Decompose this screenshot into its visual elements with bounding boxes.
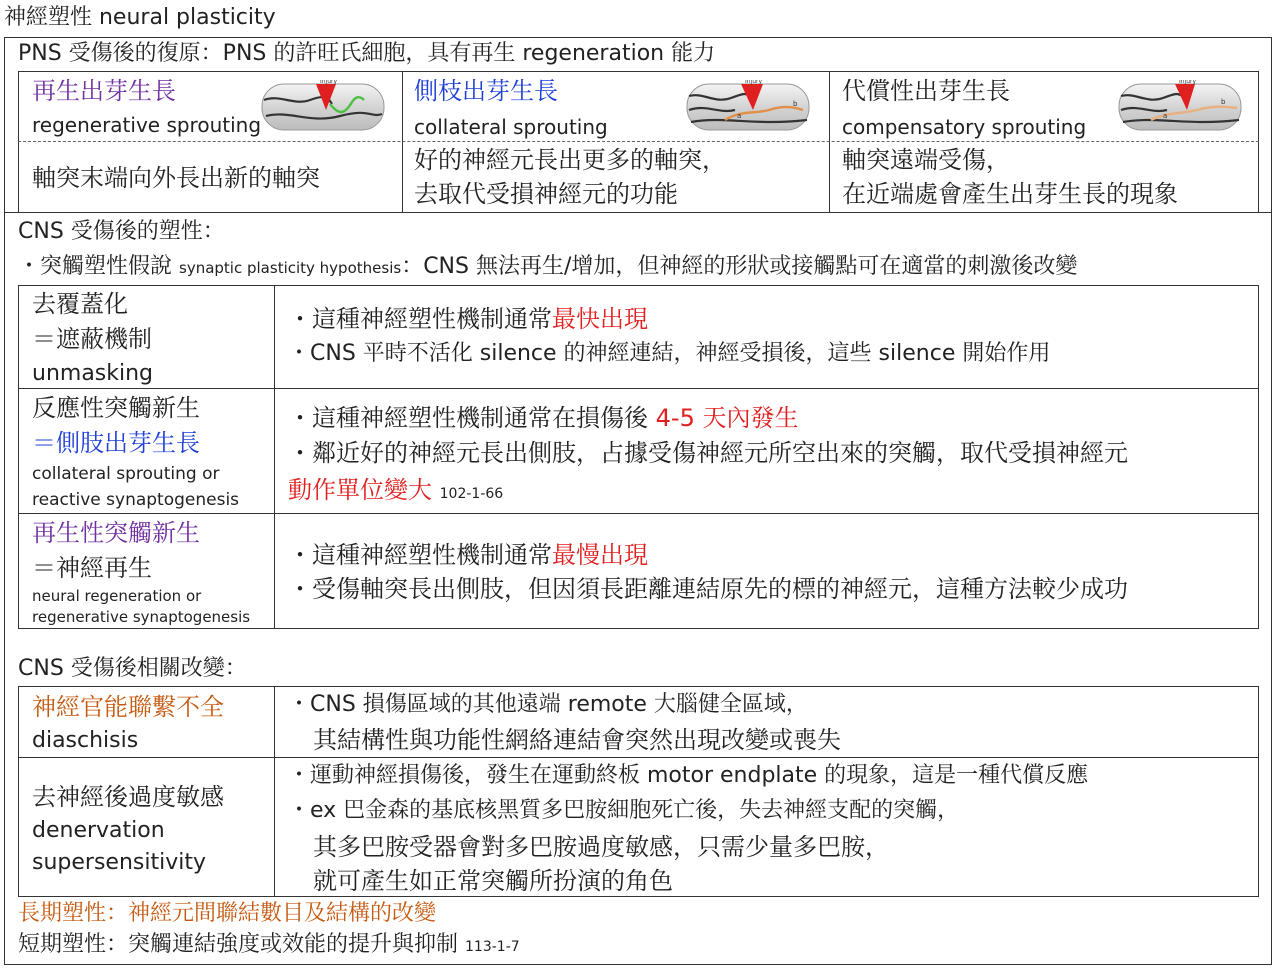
- section-divider: [4, 212, 1272, 213]
- reactive-synaptogenesis-alias: ＝側肢出芽生長: [32, 429, 200, 457]
- cns-row-divider: [18, 388, 1259, 389]
- hypothesis-desc: ：CNS 無法再生/增加，但神經的形狀或接觸點可在適當的刺激後改變: [401, 254, 1078, 279]
- highlight-slowest: 最慢出現: [552, 541, 648, 569]
- diaschisis-zh: 神經官能聯繫不全: [32, 693, 224, 721]
- label-a: a: [737, 112, 742, 120]
- cns-heading: CNS 受傷後的塑性：: [18, 219, 225, 244]
- regenerative-sprouting-en: regenerative sprouting: [32, 113, 262, 137]
- unmasking-alias: ＝遮蔽機制: [32, 325, 152, 353]
- denervation-line-2: ・ex 巴金森的基底核黑質多巴胺細胞死亡後，失去神經支配的突觸，: [288, 798, 960, 823]
- reactive-synaptogenesis-en-1: collateral sprouting or: [32, 464, 220, 484]
- collateral-sprouting-desc: 去取代受損神經元的功能: [414, 180, 678, 208]
- collateral-sprouting-diagram: [685, 80, 813, 132]
- reactive-bullet-3: [288, 475, 503, 509]
- regenerative-synaptogenesis-alias: ＝神經再生: [32, 554, 152, 582]
- cns-col-divider: [274, 285, 275, 629]
- regenerative-synaptogenesis-en-2: regenerative synaptogenesis: [32, 608, 251, 626]
- denervation-line-4: 就可產生如正常突觸所扮演的角色: [313, 867, 673, 895]
- denervation-line-1: ・運動神經損傷後，發生在運動終板 motor endplate 的現象，這是一種代償反應: [288, 763, 1089, 788]
- diaschisis-line-2: 其結構性與功能性網絡連結會突然出現改變或喪失: [313, 726, 841, 754]
- unmasking-bullet-1: ・這種神經塑性機制通常最快出現: [288, 305, 648, 333]
- compensatory-sprouting-diagram: [1117, 80, 1245, 132]
- synaptic-plasticity-hypothesis: [18, 253, 1077, 282]
- collateral-sprouting-en: collateral sprouting: [414, 115, 608, 139]
- regenerative-bullet-1: ・這種神經塑性機制通常最慢出現: [288, 541, 648, 569]
- denervation-zh: 去神經後過度敏感: [32, 783, 224, 811]
- long-term-plasticity: 長期塑性：神經元間聯結數目及結構的改變: [18, 901, 437, 926]
- denervation-en-1: denervation: [32, 818, 165, 843]
- injury-label: Injury: [1179, 80, 1197, 85]
- reactive-synaptogenesis-zh: 反應性突觸新生: [32, 394, 200, 422]
- compensatory-sprouting-desc: 軸突遠端受傷，: [842, 146, 1010, 174]
- denervation-en-2: supersensitivity: [32, 850, 206, 875]
- hypothesis-label: ・突觸塑性假說: [18, 254, 173, 279]
- regenerative-synaptogenesis-zh: 再生性突觸新生: [32, 519, 200, 547]
- compensatory-sprouting-zh: 代償性出芽生長: [842, 77, 1010, 105]
- unmasking-bullet-2: ・CNS 平時不活化 silence 的神經連結，神經受損後，這些 silence 開始作用: [288, 341, 1051, 366]
- pns-row-divider: [18, 141, 1259, 142]
- regenerative-sprouting-zh: 再生出芽生長: [32, 77, 176, 105]
- highlight-4-5-days: 4-5 天內發生: [655, 404, 799, 432]
- collateral-sprouting-desc: 好的神經元長出更多的軸突，: [414, 146, 726, 174]
- diaschisis-en: diaschisis: [32, 728, 139, 753]
- injury-label: Injury: [320, 80, 338, 85]
- exam-ref: 102-1-66: [439, 486, 504, 502]
- unmasking-en: unmasking: [32, 361, 154, 386]
- page-title: 神經塑性 neural plasticity: [4, 5, 276, 30]
- compensatory-sprouting-en: compensatory sprouting: [842, 115, 1087, 139]
- compensatory-sprouting-desc: 在近端處會產生出芽生長的現象: [842, 180, 1178, 208]
- changes-col-divider: [274, 686, 275, 897]
- diaschisis-line-1: ・CNS 損傷區域的其他遠端 remote 大腦健全區域，: [288, 692, 808, 717]
- injury-label: Injury: [745, 80, 763, 85]
- highlight-fastest: 最快出現: [552, 305, 648, 333]
- collateral-sprouting-zh: 側枝出芽生長: [414, 77, 558, 105]
- pns-heading: PNS 受傷後的復原：PNS 的許旺氏細胞，具有再生 regeneration 能力: [18, 41, 716, 66]
- short-term-plasticity: 短期塑性：突觸連結強度或效能的提升與抑制 113-1-7: [18, 932, 520, 957]
- denervation-line-3: 其多巴胺受器會對多巴胺過度敏感，只需少量多巴胺，: [313, 833, 889, 861]
- reactive-bullet-1: ・這種神經塑性機制通常在損傷後 4-5 天內發生: [288, 404, 799, 432]
- reactive-synaptogenesis-en-2: reactive synaptogenesis: [32, 490, 240, 510]
- regenerative-synaptogenesis-en-1: neural regeneration or: [32, 587, 202, 605]
- cns-row-divider: [18, 513, 1259, 514]
- label-b: b: [1221, 98, 1226, 106]
- changes-heading: CNS 受傷後相關改變：: [18, 656, 247, 681]
- exam-ref: 113-1-7: [465, 939, 520, 955]
- highlight-motor-unit: 動作單位變大: [288, 476, 432, 504]
- regenerative-sprouting-diagram: [260, 80, 388, 132]
- regenerative-sprouting-desc: 軸突末端向外長出新的軸突: [32, 164, 320, 192]
- hypothesis-en: synaptic plasticity hypothesis: [179, 259, 402, 277]
- label-b: b: [793, 100, 798, 108]
- regenerative-bullet-2: ・受傷軸突長出側肢，但因須長距離連結原先的標的神經元，這種方法較少成功: [288, 575, 1128, 603]
- unmasking-zh: 去覆蓋化: [32, 290, 128, 318]
- reactive-bullet-2: ・鄰近好的神經元長出側肢，占據受傷神經元所空出來的突觸，取代受損神經元: [288, 439, 1128, 467]
- changes-row-divider: [18, 757, 1259, 758]
- label-a: a: [1163, 112, 1168, 120]
